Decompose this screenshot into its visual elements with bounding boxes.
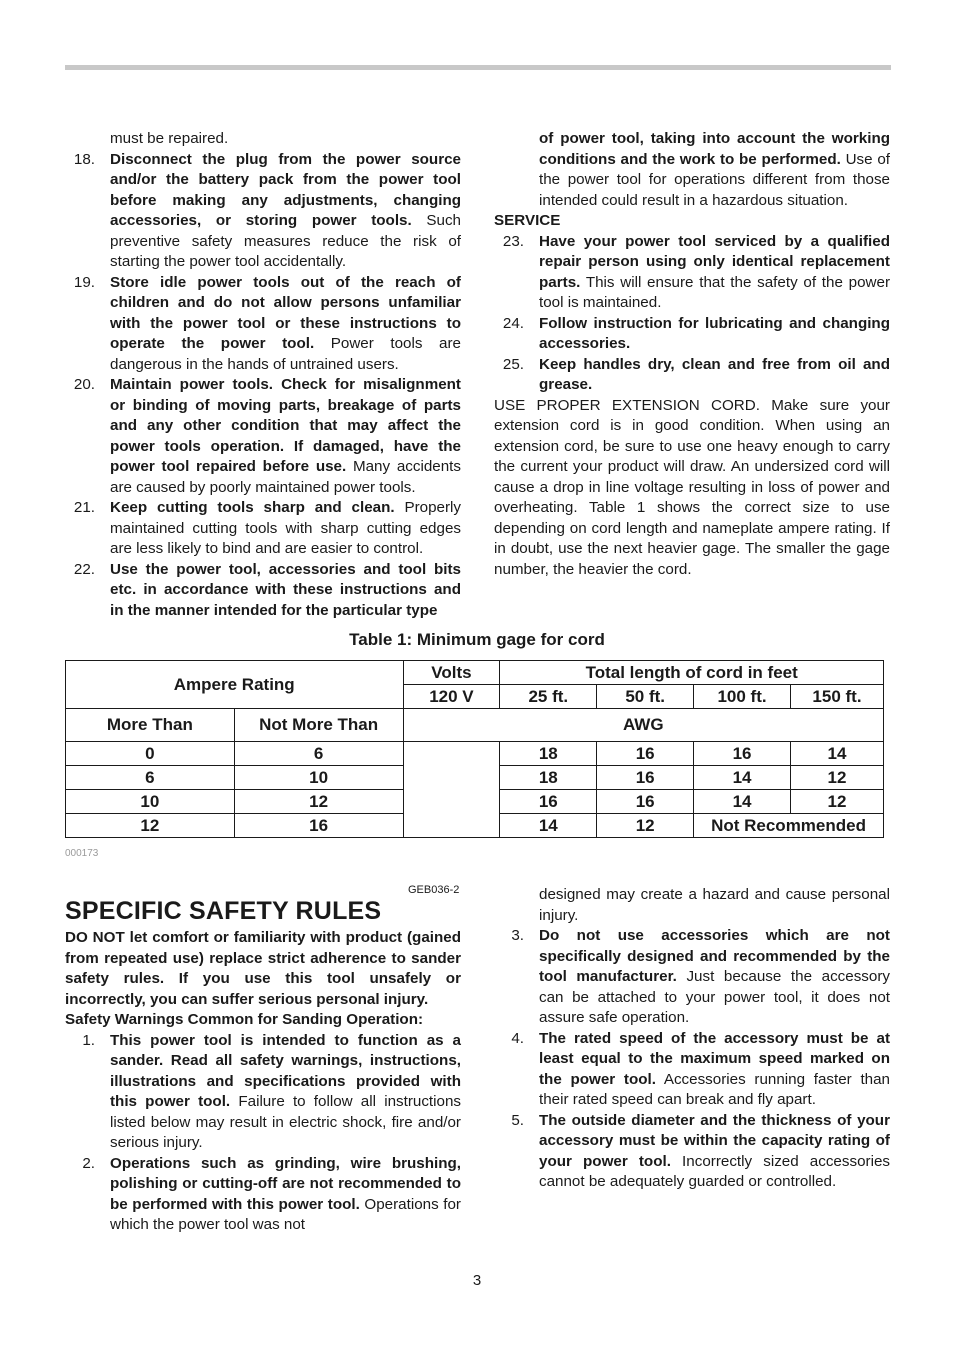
right-bottom-column [494,885,890,1193]
section-code: GEB036-2 [408,884,460,896]
cell-gage: 12 [791,766,884,790]
more-than-header: More Than [66,709,235,742]
table-row [66,742,884,766]
item-bold: This power tool is intended to function as a sander. Read all safety warnings, instructions, illustrations and specifications provided with this power tool. [110,1031,461,1110]
list-item [65,498,461,560]
item-bold: Disconnect the plug from the power source and/or the battery pack from the power tool before making any adjustments, changing accessories, or storing power tools. [110,150,461,229]
item-text: Accessories running faster than their rated speed can break and fly apart. [539,1070,891,1108]
voltage-header: 120 V [403,685,500,709]
length-header: 25 ft. [500,685,597,709]
extension-cord-paragraph: USE PROPER EXTENSION CORD. Make sure your extension cord is in good condition. When using an extension cord, be sure to use one heavy enough to carry the current your product will draw. An undersized cord will cause a drop in line voltage resulting in loss of power and overheating. Table 1 shows the correct size to use depending on cord length and nameplate ampere rating. If in doubt, use the next heavier gage. The smaller the gage number, the heavier the cord. [494,396,890,578]
list-item [65,273,461,376]
list-item [65,560,461,622]
header-rule [65,65,891,70]
item-text: Incorrectly sized accessories cannot be adequately guarded or controlled. [539,1152,890,1190]
cell-more: 10 [66,790,235,814]
item-text: Such preventive safety measures reduce the risk of starting the power tool accidentally. [110,212,461,270]
item-number: 22. [73,560,95,578]
cell-more: 0 [66,742,235,766]
cell-not-more: 16 [234,814,403,838]
volts-header: Volts [403,661,500,685]
cell-gage: 16 [597,766,694,790]
subheading: Safety Warnings Common for Sanding Operation: [65,1011,424,1028]
ampere-rating-header: Ampere Rating [66,661,404,709]
item-text: Many accidents are caused by poorly maintained power tools. [110,458,461,496]
continued-plain: Use of the power tool for operations different from those intended could result in a hazardous situation. [539,150,890,209]
total-length-header: Total length of cord in feet [500,661,884,685]
list-item [494,232,890,314]
cell-gage: 16 [597,742,694,766]
intro-warning: DO NOT let comfort or familiarity with product (gained from repeated use) replace strict adherence to sander safety rules. If you use this tool unsafely or incorrectly, you can suffer serious personal injury. [65,929,461,1008]
item-bold: The outside diameter and the thickness of your accessory must be within the capacity rating of your power tool. [539,1111,890,1170]
cell-not-more: 10 [234,766,403,790]
item-number: 21. [73,499,95,516]
cell-gage: 14 [500,814,597,838]
item-text: Power tools are dangerous in the hands of untrained users. [110,335,461,373]
item-bold: Keep cutting tools sharp and clean. [110,499,395,516]
right-top-column [494,129,890,580]
table-caption: Table 1: Minimum gage for cord [349,630,605,649]
item-bold: Maintain power tools. Check for misalignment or binding of moving parts, breakage of parts and any other condition that may affect the power tools operation. If damaged, have the power tool repaired before use. [110,376,461,475]
item-bold: Use the power tool, accessories and tool bits etc. in accordance with these instructions and in the manner intended for the particular type [110,560,461,619]
cell-more: 6 [66,766,235,790]
list-item [65,1031,461,1154]
item-number: 24. [502,314,524,332]
item-text: Properly maintained cutting tools with sharp cutting edges are less likely to bind and are easier to control. [110,499,461,557]
cell-gage: 12 [791,790,884,814]
item-bold: Follow instruction for lubricating and changing accessories. [539,314,890,352]
item-bold: Store idle power tools out of the reach of children and do not allow persons unfamiliar with the power tool or these instructions to operate the power tool. [110,273,461,352]
list-item [494,355,890,396]
cell-gage: 16 [694,742,791,766]
item-bold: Do not use accessories which are not specifically designed and recommended by the tool manufacturer. [539,927,890,985]
item-text: Failure to follow all instructions listed below may result in electric shock, fire and/or serious injury. [110,1093,462,1151]
left-bottom-column [65,928,461,1236]
gage-table [65,660,884,838]
continued-text [494,129,890,211]
item-number: 19. [73,273,95,291]
continued-text: designed may create a hazard and cause personal injury. [539,886,890,924]
item-number: 2. [82,1154,95,1172]
item-number: 5. [511,1111,524,1129]
list-item [65,150,461,273]
cell-gage: 16 [500,790,597,814]
page-number: 3 [472,1272,482,1289]
cell-gage: 18 [500,742,597,766]
length-header: 100 ft. [694,685,791,709]
item-text: Just because the accessory can be attached to your power tool, it does not assure safe operation. [539,968,890,1026]
item-number: 18. [73,150,95,168]
list-item [494,1111,890,1193]
blank-volts-cell [403,742,500,838]
not-more-than-header: Not More Than [234,709,403,742]
continued-bold: of power tool, taking into account the working conditions and the work to be performed. [539,130,890,168]
service-heading: SERVICE [494,212,561,229]
cell-gage: 12 [597,814,694,838]
item-number: 25. [502,355,524,373]
list-item [65,1154,461,1236]
cell-gage: 14 [694,766,791,790]
cell-not-more: 12 [234,790,403,814]
list-item [65,375,461,498]
item-bold: Operations such as grinding, wire brushing, polishing or cutting-off are not recommended to be performed with this power tool. [110,1154,461,1213]
cell-gage: 18 [500,766,597,790]
cell-not-more: 6 [234,742,403,766]
item-bold: Keep handles dry, clean and free from oil and grease. [539,355,890,393]
item-text: This will ensure that the safety of the power tool is maintained. [539,273,890,311]
length-header: 150 ft. [791,685,884,709]
item-bold: Have your power tool serviced by a qualified repair person using only identical replacement parts. [539,232,890,291]
list-item [494,926,890,1029]
item-number: 1. [82,1031,95,1049]
cell-gage: 14 [694,790,791,814]
length-header: 50 ft. [597,685,694,709]
cell-more: 12 [66,814,235,838]
list-item [494,1029,890,1111]
not-recommended-cell: Not Recommended [694,814,884,838]
item-number: 3. [511,927,524,944]
item-text: Operations for which the power tool was not [110,1195,461,1233]
section-title: SPECIFIC SAFETY RULES [65,897,382,925]
table-code: 000173 [65,848,99,859]
cell-gage: 14 [791,742,884,766]
list-item [494,314,890,355]
continued-text: must be repaired. [110,130,229,147]
left-top-column [65,129,461,621]
item-number: 4. [511,1029,524,1047]
item-number: 23. [502,232,524,250]
item-bold: The rated speed of the accessory must be at least equal to the maximum speed marked on the power tool. [539,1029,890,1088]
awg-header: AWG [403,709,884,742]
cell-gage: 16 [597,790,694,814]
item-number: 20. [73,376,95,393]
